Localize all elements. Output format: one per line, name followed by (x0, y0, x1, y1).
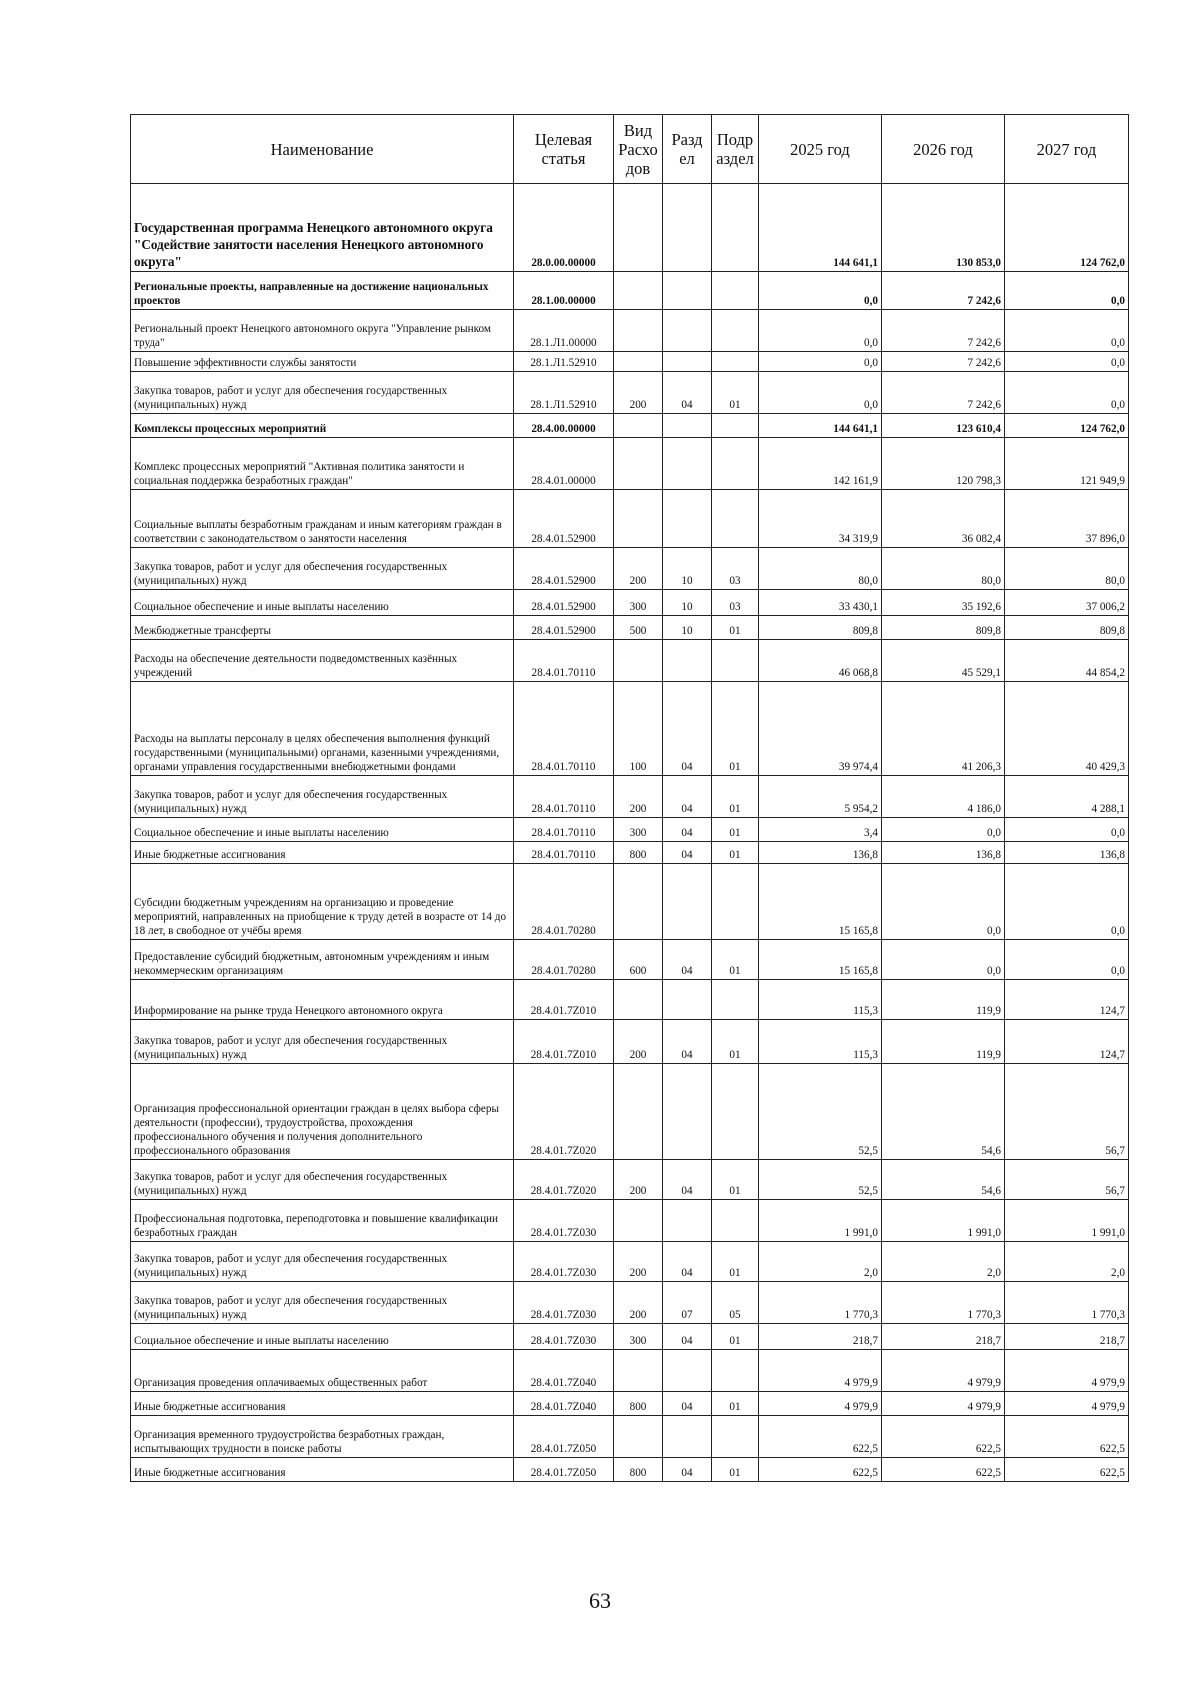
table-header (131, 115, 1129, 184)
row-expense-type (614, 184, 663, 272)
row-expense-type (614, 490, 663, 548)
row-value-2027: 37 006,2 (1005, 590, 1129, 616)
row-value-2027: 37 896,0 (1005, 490, 1129, 548)
row-value-2025: 144 641,1 (759, 414, 882, 438)
table-row (131, 1020, 1129, 1064)
table-row (131, 842, 1129, 864)
row-name: Профессиональная подготовка, переподготовка и повышение квалификации безработных граждан (131, 1200, 514, 1242)
table-row (131, 372, 1129, 414)
row-expense-type (614, 352, 663, 372)
row-target-article: 28.4.01.7Z030 (514, 1200, 614, 1242)
row-value-2026: 809,8 (882, 616, 1005, 640)
row-value-2025: 144 641,1 (759, 184, 882, 272)
row-expense-type: 300 (614, 590, 663, 616)
row-name: Социальное обеспечение и иные выплаты населению (131, 1324, 514, 1350)
row-value-2025: 5 954,2 (759, 776, 882, 818)
row-expense-type: 500 (614, 616, 663, 640)
row-value-2026: 7 242,6 (882, 272, 1005, 310)
row-expense-type (614, 980, 663, 1020)
row-target-article: 28.4.01.70110 (514, 776, 614, 818)
row-value-2027: 1 770,3 (1005, 1282, 1129, 1324)
row-subsection: 05 (712, 1282, 759, 1324)
row-section: 04 (663, 842, 712, 864)
row-subsection: 01 (712, 1020, 759, 1064)
row-target-article: 28.4.01.70280 (514, 940, 614, 980)
row-section (663, 1064, 712, 1160)
row-value-2025: 4 979,9 (759, 1350, 882, 1392)
row-name: Субсидии бюджетным учреждениям на организацию и проведение мероприятий, направленных на приобщение к труду детей в возрасте от 14 до 18 лет, в свободное от учёбы время (131, 864, 514, 940)
table-row (131, 1200, 1129, 1242)
table-row (131, 776, 1129, 818)
row-name: Региональные проекты, направленные на достижение национальных проектов (131, 272, 514, 310)
row-subsection (712, 980, 759, 1020)
row-value-2025: 1 991,0 (759, 1200, 882, 1242)
row-target-article: 28.4.01.70110 (514, 842, 614, 864)
row-name: Закупка товаров, работ и услуг для обеспечения государственных (муниципальных) нужд (131, 1020, 514, 1064)
row-value-2027: 4 288,1 (1005, 776, 1129, 818)
header-target-article: Целевая статья (514, 115, 614, 184)
row-value-2027: 124 762,0 (1005, 414, 1129, 438)
header-2025: 2025 год (759, 115, 882, 184)
header-name: Наименование (131, 115, 514, 184)
row-target-article: 28.1.Л1.00000 (514, 310, 614, 352)
row-value-2025: 0,0 (759, 372, 882, 414)
row-name: Региональный проект Ненецкого автономного округа "Управление рынком труда" (131, 310, 514, 352)
row-value-2027: 622,5 (1005, 1416, 1129, 1458)
table-row (131, 414, 1129, 438)
row-section (663, 414, 712, 438)
row-value-2025: 4 979,9 (759, 1392, 882, 1416)
row-value-2026: 1 991,0 (882, 1200, 1005, 1242)
table-row (131, 1350, 1129, 1392)
row-section (663, 310, 712, 352)
row-target-article: 28.4.01.52900 (514, 590, 614, 616)
row-subsection: 03 (712, 590, 759, 616)
page-number: 63 (589, 1588, 611, 1613)
row-value-2027: 0,0 (1005, 352, 1129, 372)
row-name: Социальное обеспечение и иные выплаты населению (131, 590, 514, 616)
row-value-2027: 1 991,0 (1005, 1200, 1129, 1242)
row-section (663, 640, 712, 682)
row-value-2026: 36 082,4 (882, 490, 1005, 548)
row-value-2025: 46 068,8 (759, 640, 882, 682)
row-name: Предоставление субсидий бюджетным, автономным учреждениям и иным некоммерческим организациям (131, 940, 514, 980)
row-value-2026: 119,9 (882, 1020, 1005, 1064)
row-subsection: 01 (712, 842, 759, 864)
row-section: 10 (663, 616, 712, 640)
table-row (131, 272, 1129, 310)
row-expense-type: 800 (614, 842, 663, 864)
row-section: 07 (663, 1282, 712, 1324)
row-target-article: 28.4.01.7Z040 (514, 1350, 614, 1392)
row-section (663, 272, 712, 310)
row-target-article: 28.1.Л1.52910 (514, 352, 614, 372)
row-value-2025: 0,0 (759, 272, 882, 310)
row-expense-type: 200 (614, 776, 663, 818)
row-expense-type: 200 (614, 1242, 663, 1282)
row-section (663, 1200, 712, 1242)
row-value-2026: 0,0 (882, 864, 1005, 940)
row-value-2025: 115,3 (759, 1020, 882, 1064)
row-name: Государственная программа Ненецкого автономного округа "Содействие занятости населения Ненецкого автономного округа" (131, 184, 514, 272)
row-value-2026: 622,5 (882, 1416, 1005, 1458)
table-row (131, 864, 1129, 940)
row-subsection: 01 (712, 940, 759, 980)
row-target-article: 28.0.00.00000 (514, 184, 614, 272)
row-expense-type: 300 (614, 1324, 663, 1350)
row-name: Повышение эффективности службы занятости (131, 352, 514, 372)
row-value-2026: 218,7 (882, 1324, 1005, 1350)
row-name: Организация проведения оплачиваемых общественных работ (131, 1350, 514, 1392)
row-value-2027: 4 979,9 (1005, 1350, 1129, 1392)
row-value-2026: 622,5 (882, 1458, 1005, 1482)
row-target-article: 28.4.01.7Z020 (514, 1160, 614, 1200)
row-value-2027: 218,7 (1005, 1324, 1129, 1350)
row-subsection (712, 352, 759, 372)
row-section: 04 (663, 776, 712, 818)
row-value-2025: 3,4 (759, 818, 882, 842)
row-section (663, 864, 712, 940)
row-value-2026: 54,6 (882, 1160, 1005, 1200)
row-expense-type (614, 1200, 663, 1242)
row-section: 04 (663, 940, 712, 980)
row-target-article: 28.4.01.7Z030 (514, 1242, 614, 1282)
row-value-2025: 218,7 (759, 1324, 882, 1350)
row-subsection (712, 1064, 759, 1160)
row-value-2025: 15 165,8 (759, 864, 882, 940)
row-section (663, 438, 712, 490)
row-target-article: 28.4.01.70110 (514, 640, 614, 682)
row-value-2026: 120 798,3 (882, 438, 1005, 490)
row-name: Расходы на выплаты персоналу в целях обеспечения выполнения функций государственными (муниципальными) органами, казенными учреждениями, органами управления государственными внебюджетными фондами (131, 682, 514, 776)
row-value-2026: 4 979,9 (882, 1392, 1005, 1416)
row-name: Закупка товаров, работ и услуг для обеспечения государственных (муниципальных) нужд (131, 776, 514, 818)
row-value-2027: 56,7 (1005, 1064, 1129, 1160)
table-row (131, 818, 1129, 842)
row-value-2026: 54,6 (882, 1064, 1005, 1160)
table-row (131, 980, 1129, 1020)
row-expense-type: 200 (614, 548, 663, 590)
row-value-2027: 622,5 (1005, 1458, 1129, 1482)
table-row (131, 310, 1129, 352)
row-value-2025: 34 319,9 (759, 490, 882, 548)
row-subsection: 01 (712, 682, 759, 776)
row-value-2026: 7 242,6 (882, 352, 1005, 372)
row-subsection (712, 184, 759, 272)
table-row (131, 682, 1129, 776)
row-expense-type (614, 864, 663, 940)
row-section (663, 980, 712, 1020)
row-value-2027: 0,0 (1005, 864, 1129, 940)
row-section (663, 352, 712, 372)
row-subsection: 01 (712, 372, 759, 414)
row-value-2026: 7 242,6 (882, 310, 1005, 352)
row-value-2027: 4 979,9 (1005, 1392, 1129, 1416)
row-name: Социальные выплаты безработным гражданам и иным категориям граждан в соответствии с законодательством о занятости населения (131, 490, 514, 548)
row-value-2025: 0,0 (759, 352, 882, 372)
row-subsection (712, 1416, 759, 1458)
row-name: Иные бюджетные ассигнования (131, 1392, 514, 1416)
row-subsection: 01 (712, 776, 759, 818)
row-value-2025: 2,0 (759, 1242, 882, 1282)
row-target-article: 28.4.01.7Z030 (514, 1324, 614, 1350)
row-expense-type (614, 1064, 663, 1160)
row-name: Закупка товаров, работ и услуг для обеспечения государственных (муниципальных) нужд (131, 1160, 514, 1200)
row-value-2026: 123 610,4 (882, 414, 1005, 438)
row-section (663, 184, 712, 272)
row-subsection (712, 1350, 759, 1392)
row-subsection: 01 (712, 1242, 759, 1282)
row-name: Иные бюджетные ассигнования (131, 842, 514, 864)
row-subsection (712, 864, 759, 940)
row-value-2026: 7 242,6 (882, 372, 1005, 414)
row-value-2027: 40 429,3 (1005, 682, 1129, 776)
row-target-article: 28.4.01.7Z040 (514, 1392, 614, 1416)
row-value-2027: 0,0 (1005, 818, 1129, 842)
table-row (131, 184, 1129, 272)
row-section: 10 (663, 548, 712, 590)
budget-table (130, 114, 1129, 1482)
row-value-2026: 2,0 (882, 1242, 1005, 1282)
row-name: Закупка товаров, работ и услуг для обеспечения государственных (муниципальных) нужд (131, 548, 514, 590)
row-value-2026: 41 206,3 (882, 682, 1005, 776)
row-target-article: 28.4.01.7Z020 (514, 1064, 614, 1160)
row-value-2027: 80,0 (1005, 548, 1129, 590)
row-value-2027: 809,8 (1005, 616, 1129, 640)
row-value-2026: 0,0 (882, 940, 1005, 980)
table-row (131, 1416, 1129, 1458)
row-value-2027: 44 854,2 (1005, 640, 1129, 682)
row-value-2026: 4 186,0 (882, 776, 1005, 818)
row-value-2025: 622,5 (759, 1458, 882, 1482)
table-row (131, 1324, 1129, 1350)
row-section: 04 (663, 1458, 712, 1482)
row-value-2027: 124,7 (1005, 980, 1129, 1020)
row-subsection (712, 438, 759, 490)
row-section: 10 (663, 590, 712, 616)
table-row (131, 1160, 1129, 1200)
row-target-article: 28.4.01.7Z010 (514, 980, 614, 1020)
row-target-article: 28.4.01.70110 (514, 818, 614, 842)
table-row (131, 590, 1129, 616)
row-value-2025: 1 770,3 (759, 1282, 882, 1324)
row-name: Социальное обеспечение и иные выплаты населению (131, 818, 514, 842)
header-2027: 2027 год (1005, 115, 1129, 184)
row-name: Межбюджетные трансферты (131, 616, 514, 640)
row-value-2025: 136,8 (759, 842, 882, 864)
row-value-2027: 56,7 (1005, 1160, 1129, 1200)
row-value-2025: 52,5 (759, 1160, 882, 1200)
row-subsection: 01 (712, 818, 759, 842)
row-subsection (712, 272, 759, 310)
row-name: Комплекс процессных мероприятий "Активная политика занятости и социальная поддержка безработных граждан" (131, 438, 514, 490)
row-expense-type (614, 438, 663, 490)
row-value-2025: 809,8 (759, 616, 882, 640)
row-name: Организация временного трудоустройства безработных граждан, испытывающих трудности в поиске работы (131, 1416, 514, 1458)
row-subsection: 01 (712, 1392, 759, 1416)
row-target-article: 28.1.00.00000 (514, 272, 614, 310)
row-value-2027: 121 949,9 (1005, 438, 1129, 490)
row-value-2025: 142 161,9 (759, 438, 882, 490)
row-subsection (712, 640, 759, 682)
row-target-article: 28.4.01.52900 (514, 548, 614, 590)
row-value-2027: 0,0 (1005, 940, 1129, 980)
row-value-2025: 15 165,8 (759, 940, 882, 980)
row-section: 04 (663, 1324, 712, 1350)
row-section (663, 1416, 712, 1458)
row-expense-type (614, 1350, 663, 1392)
row-value-2025: 622,5 (759, 1416, 882, 1458)
row-subsection: 01 (712, 1458, 759, 1482)
row-name: Закупка товаров, работ и услуг для обеспечения государственных (муниципальных) нужд (131, 372, 514, 414)
row-expense-type (614, 272, 663, 310)
row-section: 04 (663, 682, 712, 776)
row-value-2026: 136,8 (882, 842, 1005, 864)
header-2026: 2026 год (882, 115, 1005, 184)
row-value-2027: 136,8 (1005, 842, 1129, 864)
row-name: Информирование на рынке труда Ненецкого автономного округа (131, 980, 514, 1020)
row-subsection (712, 1200, 759, 1242)
table-row (131, 616, 1129, 640)
table-row (131, 1242, 1129, 1282)
header-section: Разд ел (663, 115, 712, 184)
row-expense-type: 800 (614, 1458, 663, 1482)
row-subsection: 01 (712, 616, 759, 640)
row-section: 04 (663, 818, 712, 842)
table-row (131, 438, 1129, 490)
row-target-article: 28.1.Л1.52910 (514, 372, 614, 414)
table-row (131, 490, 1129, 548)
header-subsection: Подр аздел (712, 115, 759, 184)
row-value-2026: 35 192,6 (882, 590, 1005, 616)
row-section (663, 490, 712, 548)
row-target-article: 28.4.01.70110 (514, 682, 614, 776)
row-value-2025: 33 430,1 (759, 590, 882, 616)
row-expense-type: 100 (614, 682, 663, 776)
row-value-2027: 0,0 (1005, 272, 1129, 310)
row-value-2025: 115,3 (759, 980, 882, 1020)
row-value-2027: 0,0 (1005, 372, 1129, 414)
row-section: 04 (663, 1392, 712, 1416)
row-value-2025: 52,5 (759, 1064, 882, 1160)
row-value-2026: 4 979,9 (882, 1350, 1005, 1392)
row-expense-type (614, 414, 663, 438)
row-expense-type: 200 (614, 1282, 663, 1324)
row-target-article: 28.4.01.52900 (514, 616, 614, 640)
table-body (131, 184, 1129, 1482)
row-target-article: 28.4.01.7Z030 (514, 1282, 614, 1324)
row-target-article: 28.4.01.70280 (514, 864, 614, 940)
row-target-article: 28.4.01.00000 (514, 438, 614, 490)
table-row (131, 1064, 1129, 1160)
row-value-2026: 80,0 (882, 548, 1005, 590)
row-name: Закупка товаров, работ и услуг для обеспечения государственных (муниципальных) нужд (131, 1282, 514, 1324)
row-section: 04 (663, 1242, 712, 1282)
row-expense-type: 200 (614, 1160, 663, 1200)
row-target-article: 28.4.01.7Z050 (514, 1416, 614, 1458)
row-name: Организация профессиональной ориентации граждан в целях выбора сферы деятельности (профессии), трудоустройства, прохождения профессионального обучения и получения дополнительного профессионального образования (131, 1064, 514, 1160)
row-value-2025: 39 974,4 (759, 682, 882, 776)
row-name: Иные бюджетные ассигнования (131, 1458, 514, 1482)
row-subsection: 01 (712, 1160, 759, 1200)
budget-table-container (130, 114, 1128, 1482)
table-row (131, 640, 1129, 682)
row-expense-type: 600 (614, 940, 663, 980)
row-name: Расходы на обеспечение деятельности подведомственных казённых учреждений (131, 640, 514, 682)
row-expense-type: 200 (614, 372, 663, 414)
row-value-2026: 130 853,0 (882, 184, 1005, 272)
row-name: Комплексы процессных мероприятий (131, 414, 514, 438)
row-target-article: 28.4.00.00000 (514, 414, 614, 438)
row-target-article: 28.4.01.7Z050 (514, 1458, 614, 1482)
row-expense-type: 200 (614, 1020, 663, 1064)
row-subsection (712, 490, 759, 548)
table-row (131, 352, 1129, 372)
row-subsection (712, 310, 759, 352)
row-section: 04 (663, 372, 712, 414)
row-expense-type (614, 310, 663, 352)
row-target-article: 28.4.01.52900 (514, 490, 614, 548)
row-expense-type: 300 (614, 818, 663, 842)
row-subsection: 03 (712, 548, 759, 590)
row-value-2027: 2,0 (1005, 1242, 1129, 1282)
row-subsection (712, 414, 759, 438)
row-value-2026: 45 529,1 (882, 640, 1005, 682)
row-name: Закупка товаров, работ и услуг для обеспечения государственных (муниципальных) нужд (131, 1242, 514, 1282)
row-value-2027: 124 762,0 (1005, 184, 1129, 272)
row-value-2026: 119,9 (882, 980, 1005, 1020)
row-value-2027: 0,0 (1005, 310, 1129, 352)
table-row (131, 548, 1129, 590)
row-expense-type (614, 1416, 663, 1458)
row-section: 04 (663, 1020, 712, 1064)
row-target-article: 28.4.01.7Z010 (514, 1020, 614, 1064)
row-expense-type (614, 640, 663, 682)
row-section (663, 1350, 712, 1392)
table-row (131, 1282, 1129, 1324)
row-section: 04 (663, 1160, 712, 1200)
table-row (131, 1458, 1129, 1482)
row-value-2025: 80,0 (759, 548, 882, 590)
row-value-2026: 0,0 (882, 818, 1005, 842)
row-value-2026: 1 770,3 (882, 1282, 1005, 1324)
table-row (131, 1392, 1129, 1416)
header-expense-type: Вид Расхо дов (614, 115, 663, 184)
row-value-2027: 124,7 (1005, 1020, 1129, 1064)
row-value-2025: 0,0 (759, 310, 882, 352)
row-expense-type: 800 (614, 1392, 663, 1416)
row-subsection: 01 (712, 1324, 759, 1350)
table-row (131, 940, 1129, 980)
